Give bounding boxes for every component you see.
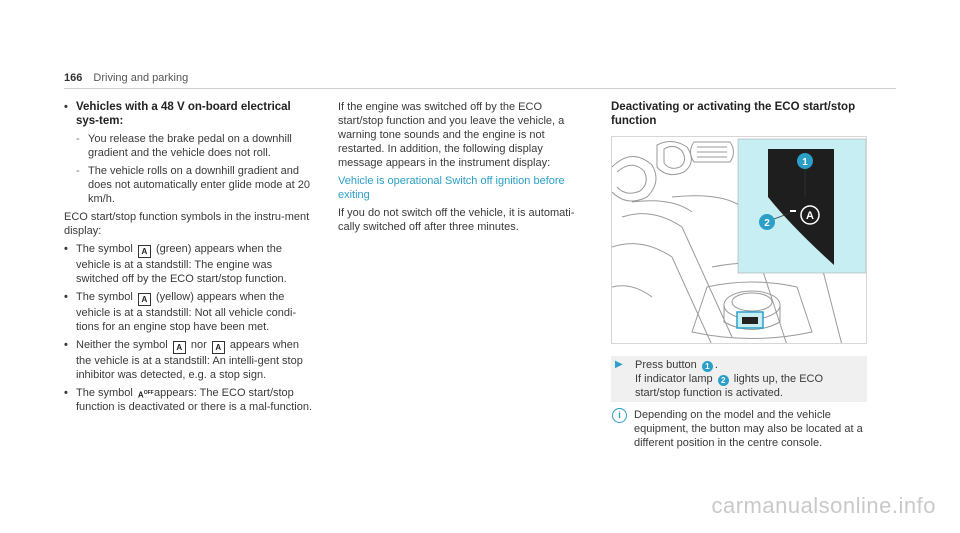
- bullet-symbol-yellow: • The symbol A (yellow) appears when the vehicle is at a standstill: Not all vehicle condi-tions for an engine stop have been met.: [64, 291, 297, 333]
- page-number: 166: [64, 72, 83, 84]
- centre-console-illustration: [611, 136, 867, 344]
- watermark: carmanualsonline.info: [711, 493, 936, 518]
- display-message: Vehicle is operational Switch off ignition before exiting: [338, 175, 565, 201]
- bullet-symbol-green: • The symbol A (green) appears when the vehicle is at a standstill: The engine was switched off by the ECO start/stop function.: [64, 243, 287, 285]
- info-note: [611, 408, 867, 450]
- header-divider: [64, 88, 896, 89]
- section-heading: Deactivating or activating the ECO start/stop function: [611, 101, 856, 127]
- bullet-symbol-neither: • Neither the symbol A nor A appears when the vehicle is at a standstill: An intelli-gent stop inhibitor was detected, e.g. a stop sign.: [64, 339, 303, 381]
- svg-text:1: 1: [802, 157, 808, 168]
- bullet-48v-heading: Vehicles with a 48 V on-board electrical sys-tem:: [76, 101, 291, 127]
- auto-switch-off-paragraph: If you do not switch off the vehicle, it is automati-cally switched off after three minutes.: [338, 207, 575, 233]
- bullet-48v: • Vehicles with a 48 V on-board electrical sys-tem:: [64, 100, 316, 128]
- dash-item-1: - You release the brake pedal on a downhill gradient and the vehicle does not roll.: [76, 133, 292, 159]
- eco-symbol-crossed-icon: A: [212, 341, 225, 354]
- callout-badge-1: 1: [702, 361, 713, 372]
- page-header: [64, 72, 188, 84]
- engine-off-paragraph: If the engine was switched off by the ECO start/stop function and you leave the vehicle, a warning tone sounds and the engine is not restarted. In addition, the following display message appears in the instrument display:: [338, 101, 565, 169]
- bullet-symbol-off: • The symbol $A^{OFF}$ appears: The ECO start/stop function is deactivated or there is a mal-function.: [64, 387, 313, 413]
- eco-symbol-crossed-icon: A: [138, 293, 151, 306]
- action-step: ▶ Press button 1 . If indicator lamp 2 lights up, the ECO start/stop function is activated.: [611, 356, 867, 402]
- action-arrow-icon: ▶: [615, 359, 623, 370]
- eco-off-symbol-icon: $A^{OFF}$: [137, 390, 154, 400]
- eco-symbol-icon: A: [138, 245, 151, 258]
- left-column: [64, 100, 316, 418]
- section-title: Driving and parking: [93, 72, 189, 84]
- right-column: [611, 100, 867, 450]
- info-icon: i: [612, 408, 627, 423]
- middle-column: [338, 100, 590, 238]
- eco-symbol-icon: A: [173, 341, 186, 354]
- symbols-intro: ECO start/stop function symbols in the instru-ment display:: [64, 211, 310, 237]
- callout-badge-2: 2: [718, 375, 729, 386]
- dash-item-2: - The vehicle rolls on a downhill gradient and does not automatically enter glide mode at 20 km/h.: [76, 165, 310, 205]
- note-text: Depending on the model and the vehicle equipment, the button may also be located at a different position in the centre console.: [634, 409, 863, 449]
- svg-text:A: A: [806, 210, 814, 222]
- svg-text:2: 2: [764, 218, 770, 229]
- console-drawing: [612, 137, 867, 344]
